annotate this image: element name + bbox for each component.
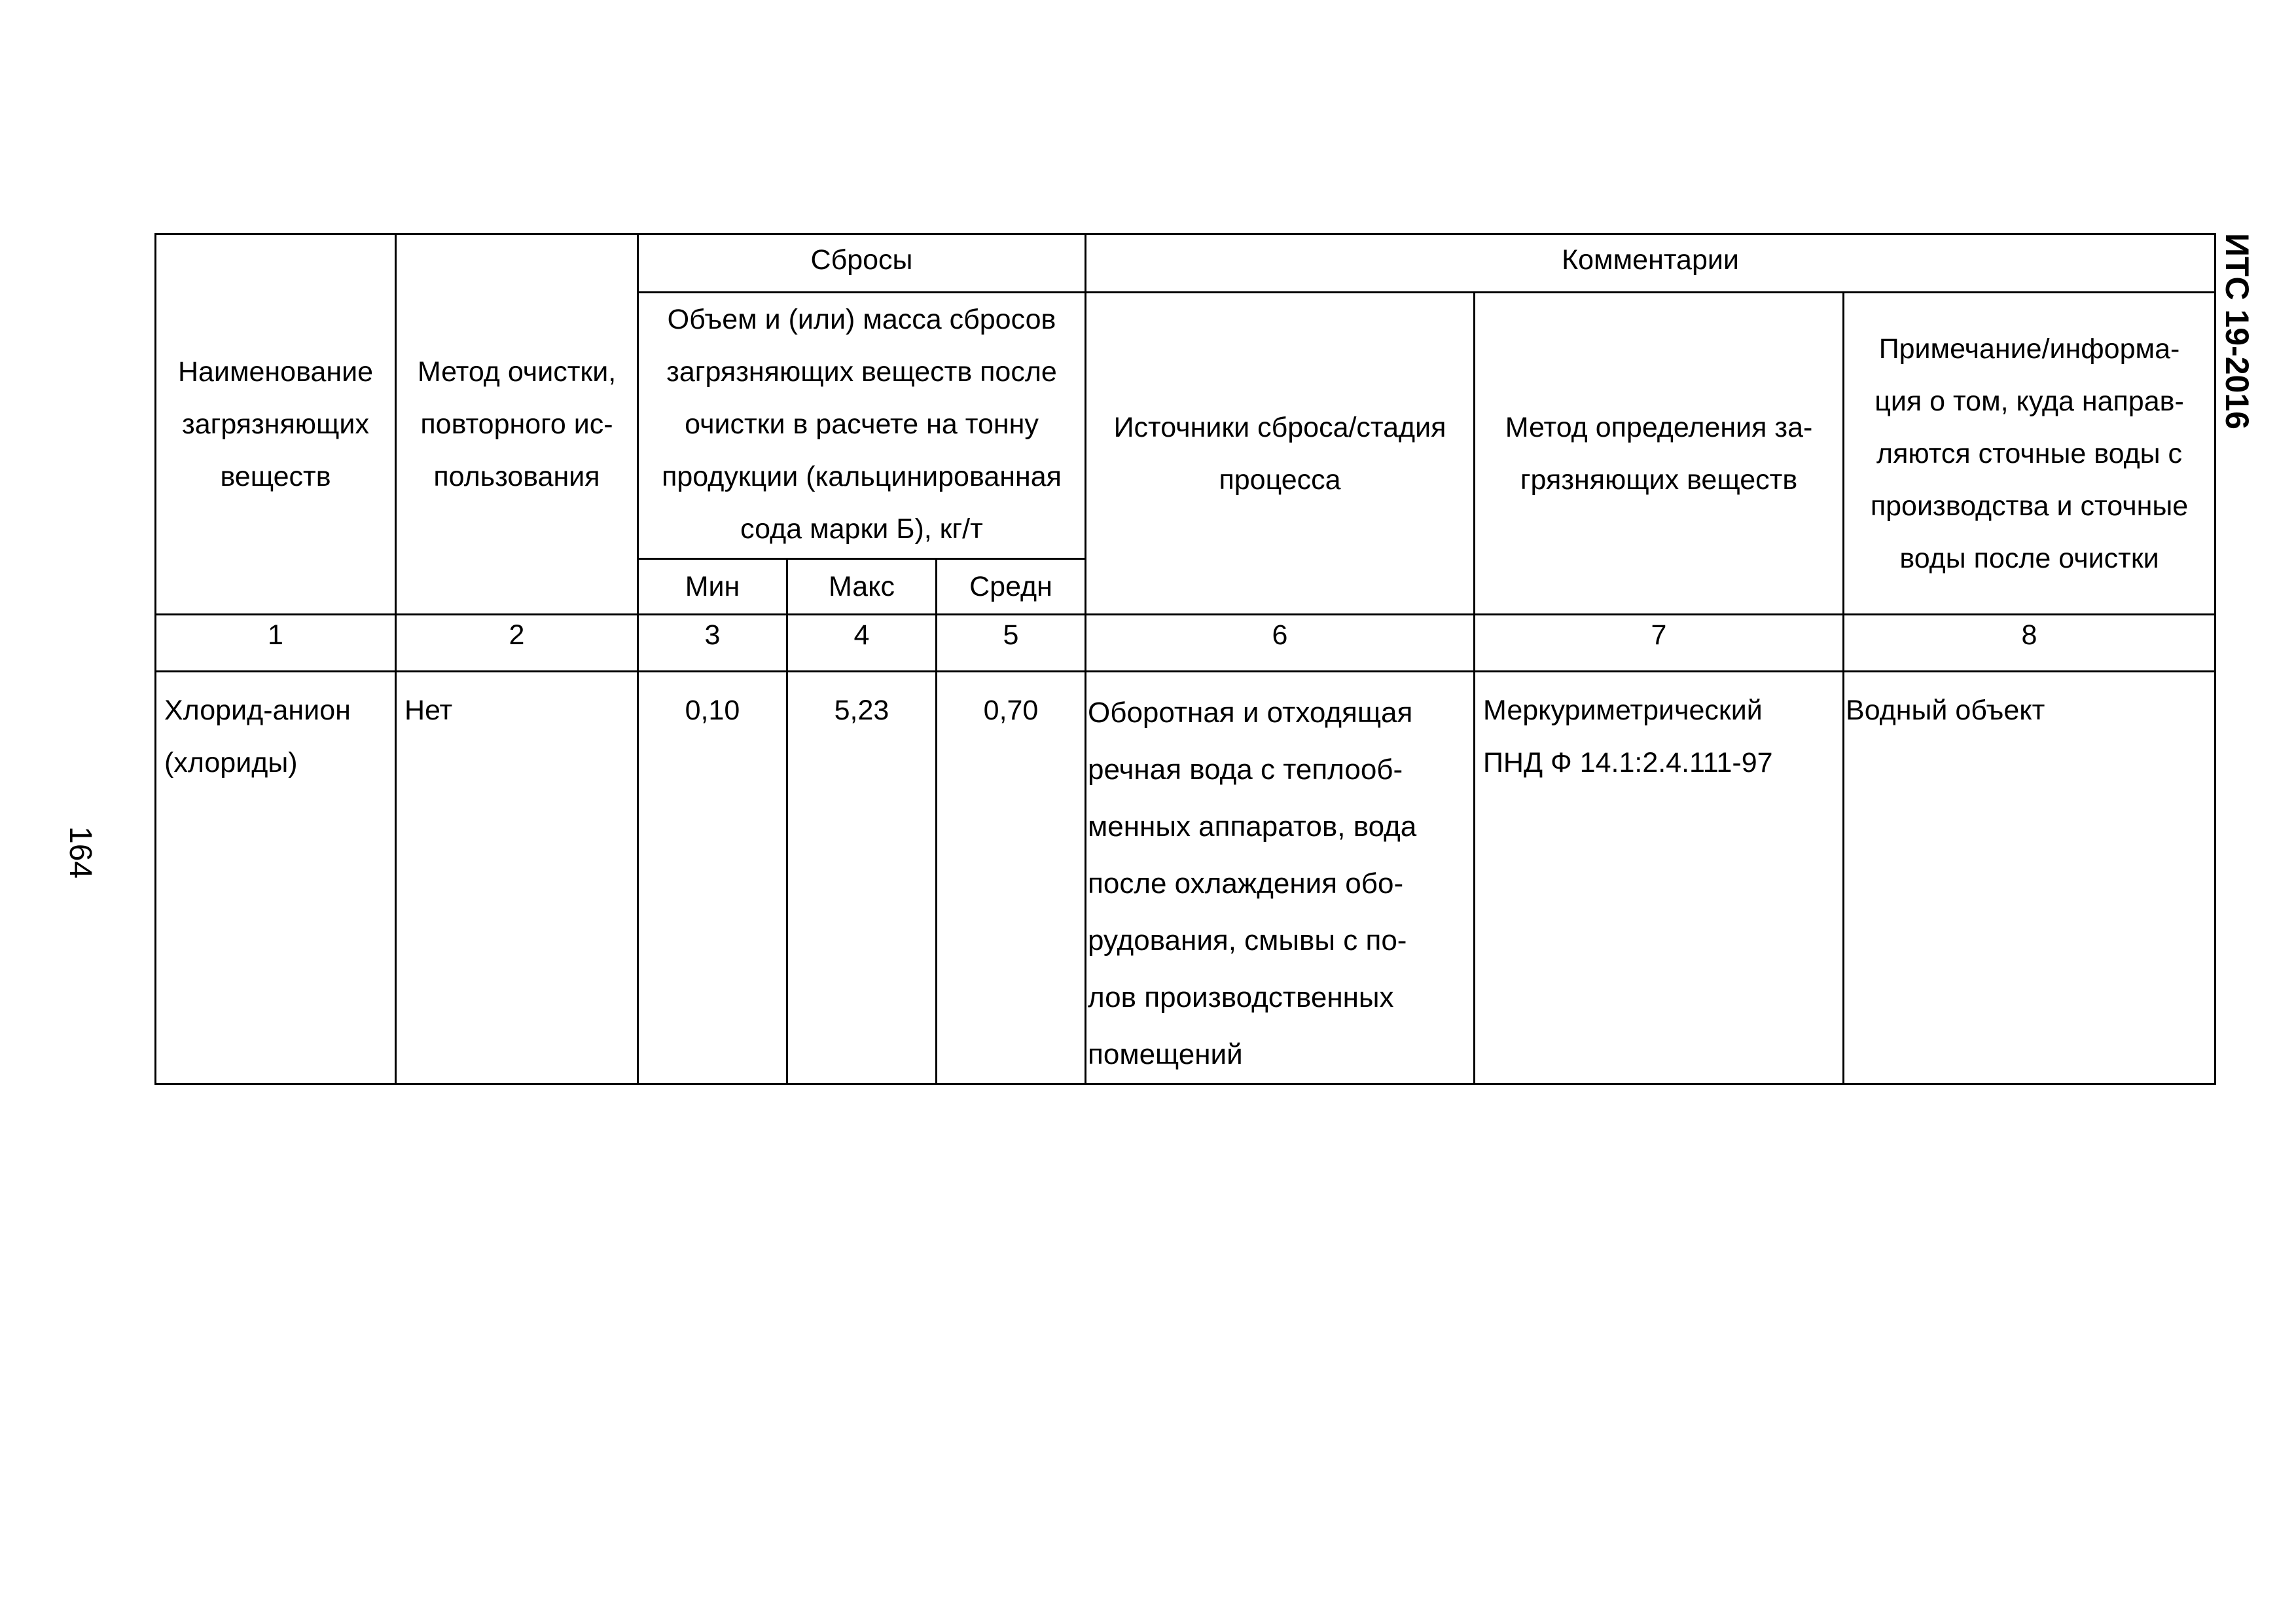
cell-treatment: Нет bbox=[396, 672, 638, 1084]
header-substance-name: Наименование загрязняющих веществ bbox=[156, 234, 396, 615]
column-number: 6 bbox=[1086, 615, 1475, 672]
cell-max: 5,23 bbox=[787, 672, 937, 1084]
header-discharge-sources: Источники сброса/стадия процесса bbox=[1086, 293, 1475, 615]
cell-avg: 0,70 bbox=[937, 672, 1086, 1084]
cell-note: Водный объект bbox=[1844, 672, 2215, 1084]
header-volume-mass: Объем и (или) масса сбросов загрязняющих веществ после очистки в расчете на тонну продукции (кальцинированная сода марки Б), кг/т bbox=[638, 293, 1086, 559]
header-row-1 bbox=[156, 234, 2215, 293]
cell-method: Меркуриметрический ПНД Ф 14.1:2.4.111-97 bbox=[1475, 672, 1844, 1084]
header-treatment-method: Метод очистки, повторного ис- пользования bbox=[396, 234, 638, 615]
column-number: 8 bbox=[1844, 615, 2215, 672]
header-comments-group: Комментарии bbox=[1086, 234, 2215, 293]
header-min: Мин bbox=[638, 559, 787, 615]
column-number: 5 bbox=[937, 615, 1086, 672]
document-code: ИТС 19-2016 bbox=[2219, 233, 2255, 429]
page-number: 164 bbox=[63, 826, 98, 879]
header-note: Примечание/информа- ция о том, куда направ- ляются сточные воды с производства и сточные воды после очистки bbox=[1844, 293, 2215, 615]
column-number: 4 bbox=[787, 615, 937, 672]
cell-substance: Хлорид-анион (хлориды) bbox=[156, 672, 396, 1084]
header-avg: Средн bbox=[937, 559, 1086, 615]
header-max: Макс bbox=[787, 559, 937, 615]
table-row bbox=[156, 672, 2215, 1084]
header-determination-method: Метод определения за- грязняющих веществ bbox=[1475, 293, 1844, 615]
column-number: 7 bbox=[1475, 615, 1844, 672]
cell-min: 0,10 bbox=[638, 672, 787, 1084]
header-discharges-group: Сбросы bbox=[638, 234, 1086, 293]
column-number: 1 bbox=[156, 615, 396, 672]
column-number-row bbox=[156, 615, 2215, 672]
column-number: 3 bbox=[638, 615, 787, 672]
column-number: 2 bbox=[396, 615, 638, 672]
cell-sources: Оборотная и отходящая речная вода с теплооб- менных аппаратов, вода после охлаждения обо- рудования, смывы с по- лов производственных помещений bbox=[1086, 672, 1475, 1084]
pollutant-discharge-table bbox=[154, 233, 2216, 1085]
